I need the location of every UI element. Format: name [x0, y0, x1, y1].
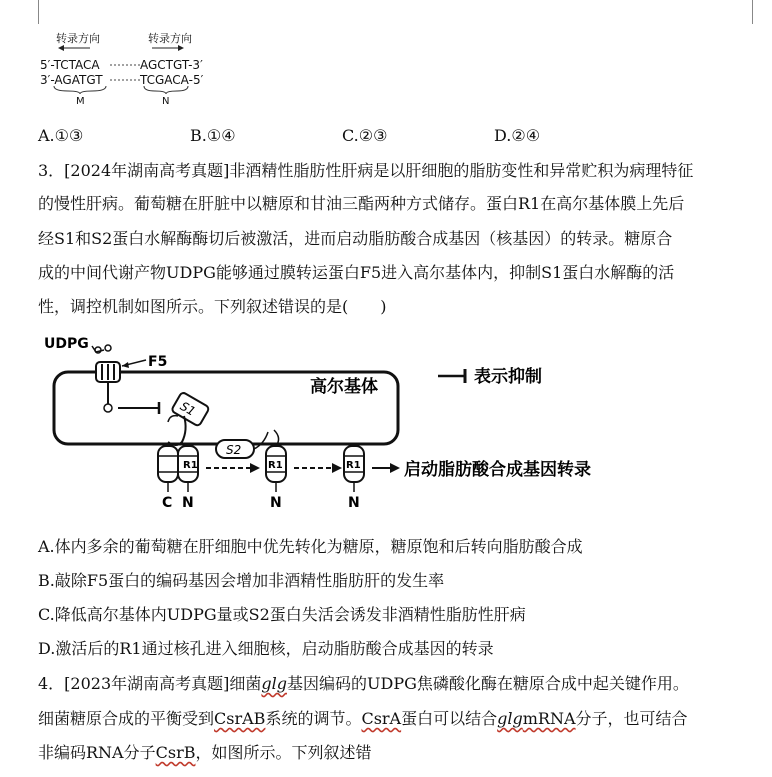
q3-option-a: A.体内多余的葡萄糖在肝细胞中优先转化为糖原，糖原饱和后转向脂肪酸合成	[38, 537, 583, 556]
q3-line-1: 3．[2024年湖南高考真题]非酒精性脂肪性肝病是以肝细胞的脂肪变性和异常贮积为病理特征	[38, 161, 694, 180]
q3-option-b: B.敲除F5蛋白的编码基因会增加非酒精性脂肪肝的发生率	[38, 571, 445, 590]
f5-label: F5	[148, 354, 168, 370]
golgi-label: 高尔基体	[310, 377, 378, 397]
page-corner-mark-right	[752, 0, 753, 24]
dna-strand1-left: 5′-TCTACA	[40, 58, 100, 72]
q4-line-1	[38, 674, 689, 694]
dna-label-left: 转录方向	[56, 32, 100, 45]
dna-direction-arrows	[40, 42, 240, 54]
q4-line3-post: ，如图所示。下列叙述错	[195, 743, 372, 762]
r1-n-label-1: N	[182, 495, 194, 511]
q2-option-b: B.①④	[190, 126, 236, 145]
q4-csrb-term: CsrB	[155, 743, 196, 762]
q4-csrab-term: CsrAB	[214, 709, 266, 728]
q4-csra-term: CsrA	[361, 709, 402, 728]
dna-strand1-right: AGCTGT-3′	[140, 58, 203, 72]
q4-mrna-term: mRNA	[522, 709, 576, 728]
q4-line2-post: 分子，也可结合	[575, 709, 688, 728]
r1-label-a: R1	[183, 460, 198, 471]
q3-option-d: D.激活后的R1通过核孔进入细胞核，启动脂肪酸合成基因的转录	[38, 639, 494, 658]
q3-option-c: C.降低高尔基体内UDPG量或S2蛋白失活会诱发非酒精性脂肪性肝病	[38, 605, 526, 624]
r1-label-c: R1	[346, 460, 361, 471]
q4-glg-term: glg	[261, 674, 287, 693]
q4-line2-mid: 系统的调节。	[265, 709, 362, 728]
legend-inhibition: 表示抑制	[474, 367, 542, 387]
dna-strand2-left: 3′-AGATGT	[40, 73, 103, 87]
q3-line-4: 成的中间代谢产物UDPG能够通过膜转运蛋白F5进入高尔基体内，抑制S1蛋白水解酶的活	[38, 263, 675, 282]
dna-brace-m: M	[76, 96, 85, 107]
dna-brace-n: N	[162, 96, 170, 107]
q2-option-d: D.②④	[494, 126, 541, 145]
dna-label-right: 转录方向	[148, 32, 192, 45]
page-corner-mark-left	[38, 0, 39, 24]
golgi-regulation-figure	[38, 332, 658, 532]
q4-glg-term-2: glg	[497, 709, 523, 728]
q4-line1-pre: 4．[2023年湖南高考真题]细菌	[38, 674, 262, 693]
q3-line-5: 性，调控机制如图所示。下列叙述错误的是( )	[38, 297, 387, 316]
q2-option-c: C.②③	[342, 126, 388, 145]
q4-line3-pre: 非编码RNA分子	[38, 743, 156, 762]
s2-label: S2	[226, 443, 242, 457]
q4-line-3	[38, 743, 371, 763]
dna-strand2-right: TCGACA-5′	[140, 73, 204, 87]
r1-c-label: C	[162, 495, 173, 511]
q3-line-2: 的慢性肝病。葡萄糖在肝脏中以糖原和甘油三酯两种方式储存。蛋白R1在高尔基体膜上先后	[38, 194, 685, 213]
r1-n-label-2: N	[270, 495, 282, 511]
q3-line-3: 经S1和S2蛋白水解酶酶切后被激活，进而启动脂肪酸合成基因（核基因）的转录。糖原合	[38, 229, 673, 248]
start-transcription-label: 启动脂肪酸合成基因转录	[404, 460, 591, 480]
r1-n-label-3: N	[348, 495, 360, 511]
dna-figure	[40, 30, 240, 110]
s1-label: S1	[177, 398, 198, 419]
q2-option-a: A.①③	[38, 126, 84, 145]
q4-line-2	[38, 709, 688, 729]
udpg-label: UDPG	[44, 336, 89, 352]
dna-dashes-and-braces	[40, 58, 240, 94]
q4-line2-pre: 细菌糖原合成的平衡受到	[38, 709, 215, 728]
q4-line2-mid2: 蛋白可以结合	[401, 709, 498, 728]
q4-line1-post: 基因编码的UDPG焦磷酸化酶在糖原合成中起关键作用。	[287, 674, 689, 693]
r1-label-b: R1	[268, 460, 283, 471]
